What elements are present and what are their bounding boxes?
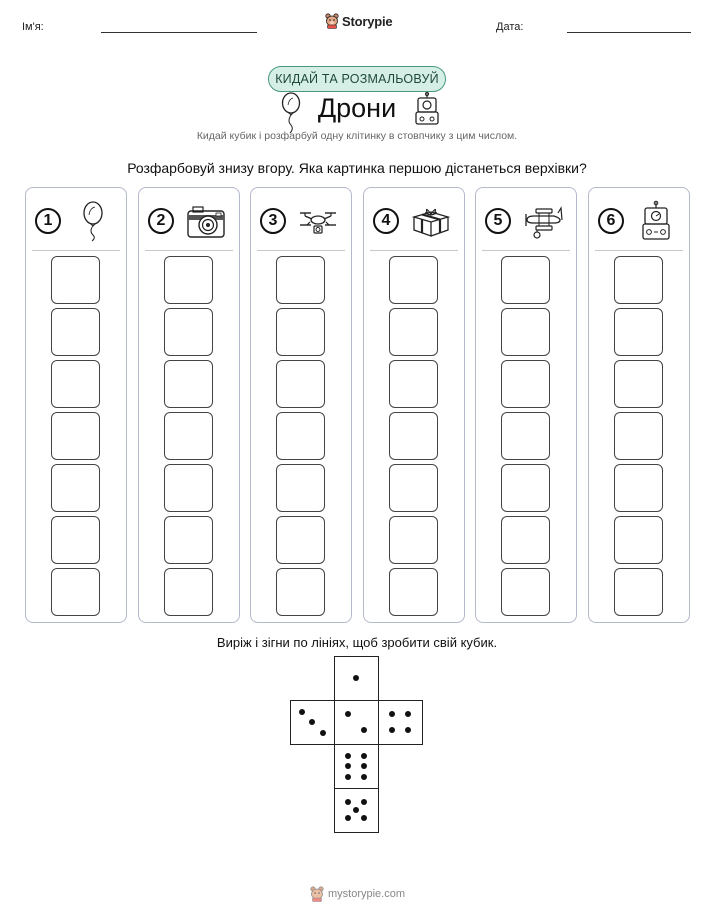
- color-cell[interactable]: [51, 360, 100, 408]
- color-cell[interactable]: [501, 568, 550, 616]
- column-5: [475, 187, 577, 623]
- airplane-icon: [522, 200, 564, 242]
- dice-face-4: [378, 700, 423, 745]
- drone-icon: [297, 200, 339, 242]
- color-cell[interactable]: [389, 412, 438, 460]
- dice-pip: [361, 815, 367, 821]
- color-cell[interactable]: [389, 360, 438, 408]
- color-cell[interactable]: [276, 516, 325, 564]
- dice-pip: [361, 774, 367, 780]
- color-cell[interactable]: [164, 308, 213, 356]
- date-line: [567, 32, 691, 33]
- column-3: [250, 187, 352, 623]
- color-cell[interactable]: [614, 568, 663, 616]
- dice-face-2: [334, 700, 379, 745]
- column-header: [589, 200, 689, 240]
- column-number: 3: [260, 208, 286, 234]
- color-cell[interactable]: [614, 464, 663, 512]
- column-header: [251, 200, 351, 240]
- color-cell[interactable]: [614, 256, 663, 304]
- color-cell[interactable]: [164, 256, 213, 304]
- robot-icon: [635, 200, 677, 242]
- color-cell[interactable]: [389, 256, 438, 304]
- column-4: [363, 187, 465, 623]
- dice-pip: [389, 711, 395, 717]
- color-cell[interactable]: [614, 516, 663, 564]
- dice-pip: [345, 763, 351, 769]
- dice-pip: [361, 727, 367, 733]
- column-2: [138, 187, 240, 623]
- brand-logo: [325, 13, 392, 29]
- column-number: 6: [598, 208, 624, 234]
- bear-icon: [325, 13, 339, 29]
- color-cell[interactable]: [51, 516, 100, 564]
- column-header: [26, 200, 126, 240]
- column-header: [139, 200, 239, 240]
- color-cell[interactable]: [51, 412, 100, 460]
- dice-pip: [353, 807, 359, 813]
- dice-face-3: [290, 700, 335, 745]
- dice-pip: [345, 799, 351, 805]
- color-cell[interactable]: [614, 308, 663, 356]
- color-cell[interactable]: [501, 464, 550, 512]
- color-cell[interactable]: [501, 516, 550, 564]
- subtitle: Кидай кубик і розфарбуй одну клітинку в стовпчику з цим числом.: [196, 130, 518, 142]
- color-cell[interactable]: [276, 568, 325, 616]
- color-cell[interactable]: [164, 464, 213, 512]
- column-1: [25, 187, 127, 623]
- dice-pip: [389, 727, 395, 733]
- dice-pip: [361, 763, 367, 769]
- column-divider: [145, 250, 233, 251]
- dice-pip: [309, 719, 315, 725]
- color-cell[interactable]: [51, 256, 100, 304]
- name-line: [101, 32, 257, 33]
- dice-pip: [320, 730, 326, 736]
- footer: [310, 886, 405, 902]
- color-cell[interactable]: [501, 412, 550, 460]
- dice-pip: [361, 799, 367, 805]
- column-divider: [482, 250, 570, 251]
- color-cell[interactable]: [164, 516, 213, 564]
- color-cell[interactable]: [276, 256, 325, 304]
- balloon-icon: [72, 200, 114, 242]
- dice-pip: [345, 815, 351, 821]
- bear-icon: [310, 886, 324, 902]
- brand-name: Storypie: [342, 13, 393, 29]
- dice-pip: [345, 711, 351, 717]
- robot-icon: [414, 92, 440, 126]
- activity-badge: КИДАЙ ТА РОЗМАЛЬОВУЙ: [268, 66, 446, 92]
- date-label: Дата:: [496, 21, 524, 33]
- color-cell[interactable]: [501, 308, 550, 356]
- dice-pip: [345, 774, 351, 780]
- color-cell[interactable]: [501, 256, 550, 304]
- color-cell[interactable]: [51, 464, 100, 512]
- color-cell[interactable]: [501, 360, 550, 408]
- cut-instruction: Виріж і зігни по лініях, щоб зробити свій кубик.: [216, 635, 498, 650]
- color-cell[interactable]: [276, 464, 325, 512]
- dice-pip: [361, 753, 367, 759]
- column-number: 1: [35, 208, 61, 234]
- color-cell[interactable]: [164, 412, 213, 460]
- column-number: 5: [485, 208, 511, 234]
- gift-icon: [410, 200, 452, 242]
- column-header: [364, 200, 464, 240]
- instruction-text: Розфарбовуй знизу вгору. Яка картинка першою дістанеться верхівки?: [127, 160, 587, 176]
- column-divider: [370, 250, 458, 251]
- dice-face-5: [334, 788, 379, 833]
- color-cell[interactable]: [389, 516, 438, 564]
- dice-pip: [405, 727, 411, 733]
- color-cell[interactable]: [614, 360, 663, 408]
- dice-pip: [299, 709, 305, 715]
- name-label: Ім'я:: [22, 21, 44, 33]
- page-title: Дрони: [317, 93, 397, 123]
- color-cell[interactable]: [164, 360, 213, 408]
- color-cell[interactable]: [614, 412, 663, 460]
- camera-icon: [185, 200, 227, 242]
- color-cell[interactable]: [276, 412, 325, 460]
- column-number: 2: [148, 208, 174, 234]
- color-cell[interactable]: [389, 464, 438, 512]
- column-header: [476, 200, 576, 240]
- dice-pip: [405, 711, 411, 717]
- dice-face-6: [334, 744, 379, 789]
- color-cell[interactable]: [276, 308, 325, 356]
- dice-face-1: [334, 656, 379, 701]
- color-cell[interactable]: [51, 568, 100, 616]
- column-6: [588, 187, 690, 623]
- color-cell[interactable]: [276, 360, 325, 408]
- footer-url: mystorypie.com: [328, 888, 406, 900]
- dice-pip: [353, 675, 359, 681]
- color-cell[interactable]: [164, 568, 213, 616]
- dice-pip: [345, 753, 351, 759]
- column-divider: [595, 250, 683, 251]
- column-number: 4: [373, 208, 399, 234]
- column-divider: [32, 250, 120, 251]
- color-cell[interactable]: [51, 308, 100, 356]
- column-divider: [257, 250, 345, 251]
- color-cell[interactable]: [389, 568, 438, 616]
- color-cell[interactable]: [389, 308, 438, 356]
